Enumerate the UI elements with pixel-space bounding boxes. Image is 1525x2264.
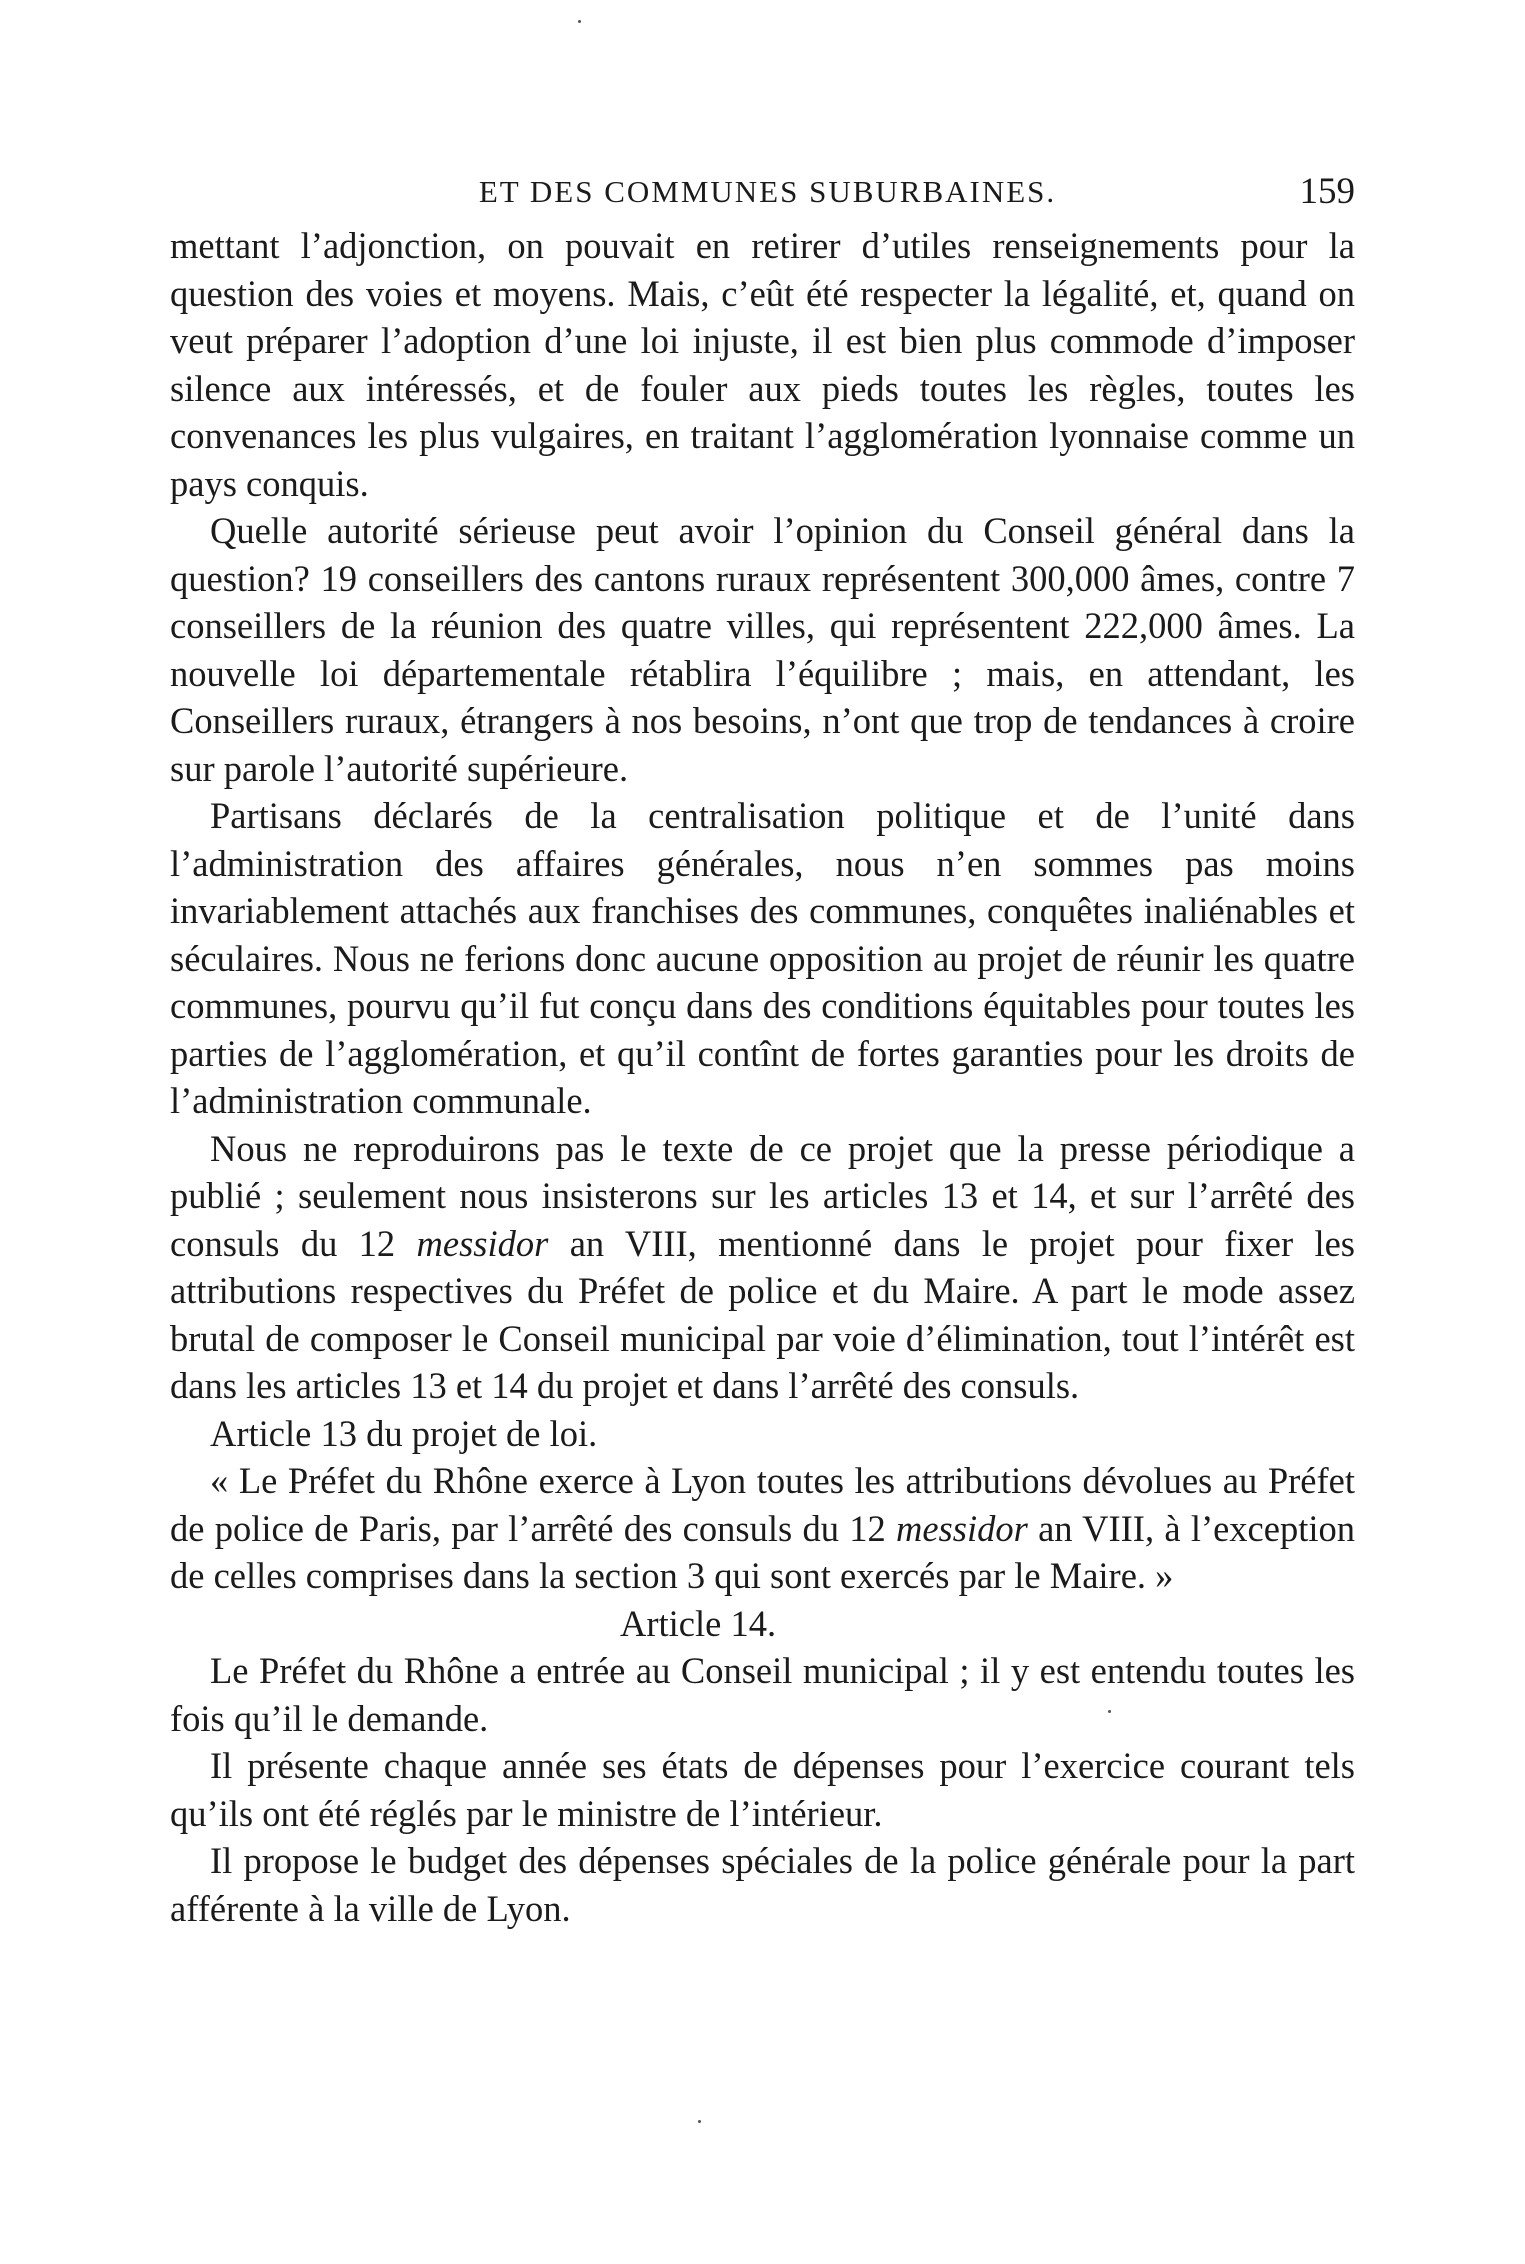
article-heading: Article 14. xyxy=(620,1602,777,1644)
text-run: an VIII, à l’exception de celles comprises dans la section 3 qui sont exercés par le Maire. » xyxy=(170,1507,1355,1596)
running-head xyxy=(180,170,1355,220)
paragraph: Quelle autorité sérieuse peut avoir l’opinion du Conseil général dans la question? 19 conseillers des cantons ruraux représentent 300,000 âmes, contre 7 conseillers de la réunion des quatre villes, qui représentent 222,000 âmes. La nouvelle loi départementale rétablira l’équilibre ; mais, en attendant, les Conseillers ruraux, étrangers à nos besoins, n’ont que trop de tendances à croire sur parole l’autorité supérieure. xyxy=(170,510,1355,789)
paragraph xyxy=(170,1457,1355,1600)
text-run: Nous ne reproduirons pas le texte de ce projet que la presse périodique a publié ; seulement nous insisterons sur les articles 13 et 14, et sur l’arrêté des consuls du 12 xyxy=(170,1127,1355,1264)
body-text xyxy=(170,222,1355,1932)
page-number: 159 xyxy=(1299,171,1355,212)
paragraph: Il propose le budget des dépenses spéciales de la police générale pour la part afférente à la ville de Lyon. xyxy=(170,1840,1355,1929)
paragraph: Article 13 du projet de loi. xyxy=(210,1412,598,1454)
paragraph xyxy=(170,1125,1355,1410)
running-title: ET DES COMMUNES SUBURBAINES. xyxy=(478,174,1057,209)
text-run: an VIII, mentionné dans le projet pour fixer les attributions respectives du Préfet de police et du Maire. A part le mode assez brutal de composer le Conseil municipal par voie d’élimination, tout l’intérêt est dans les articles 13 et 14 du projet et dans l’arrêté des consuls. xyxy=(170,1222,1355,1406)
paragraph: Partisans déclarés de la centralisation politique et de l’unité dans l’administration des affaires générales, nous n’en sommes pas moins invariablement attachés aux franchises des communes, conquêtes inaliénables et séculaires. Nous ne ferions donc aucune opposition au projet de réunir les quatre communes, pourvu qu’il fut conçu dans des conditions équitables pour toutes les parties de l’agglomération, et qu’il contînt de fortes garanties pour les droits de l’administration communale. xyxy=(170,795,1355,1121)
italic-term: messidor xyxy=(416,1222,549,1264)
text-run: « Le Préfet du Rhône exerce à Lyon toutes les attributions dévolues au Préfet de police de Paris, par l’arrêté des consuls du 12 xyxy=(170,1460,1355,1549)
italic-term: messidor xyxy=(895,1507,1028,1549)
print-speck xyxy=(578,20,581,23)
paragraph: Il présente chaque année ses états de dépenses pour l’exercice courant tels qu’ils ont été réglés par le ministre de l’intérieur. xyxy=(170,1745,1355,1834)
print-speck xyxy=(698,2120,701,2123)
paragraph: mettant l’adjonction, on pouvait en retirer d’utiles renseignements pour la question des voies et moyens. Mais, c’eût été respecter la légalité, et, quand on veut préparer l’adoption d’une loi injuste, il est bien plus commode d’imposer silence aux intéressés, et de fouler aux pieds toutes les règles, toutes les convenances les plus vulgaires, en traitant l’agglomération lyonnaise comme un pays conquis. xyxy=(170,225,1355,504)
paragraph: Le Préfet du Rhône a entrée au Conseil municipal ; il y est entendu toutes les fois qu’il le demande. xyxy=(170,1650,1355,1739)
